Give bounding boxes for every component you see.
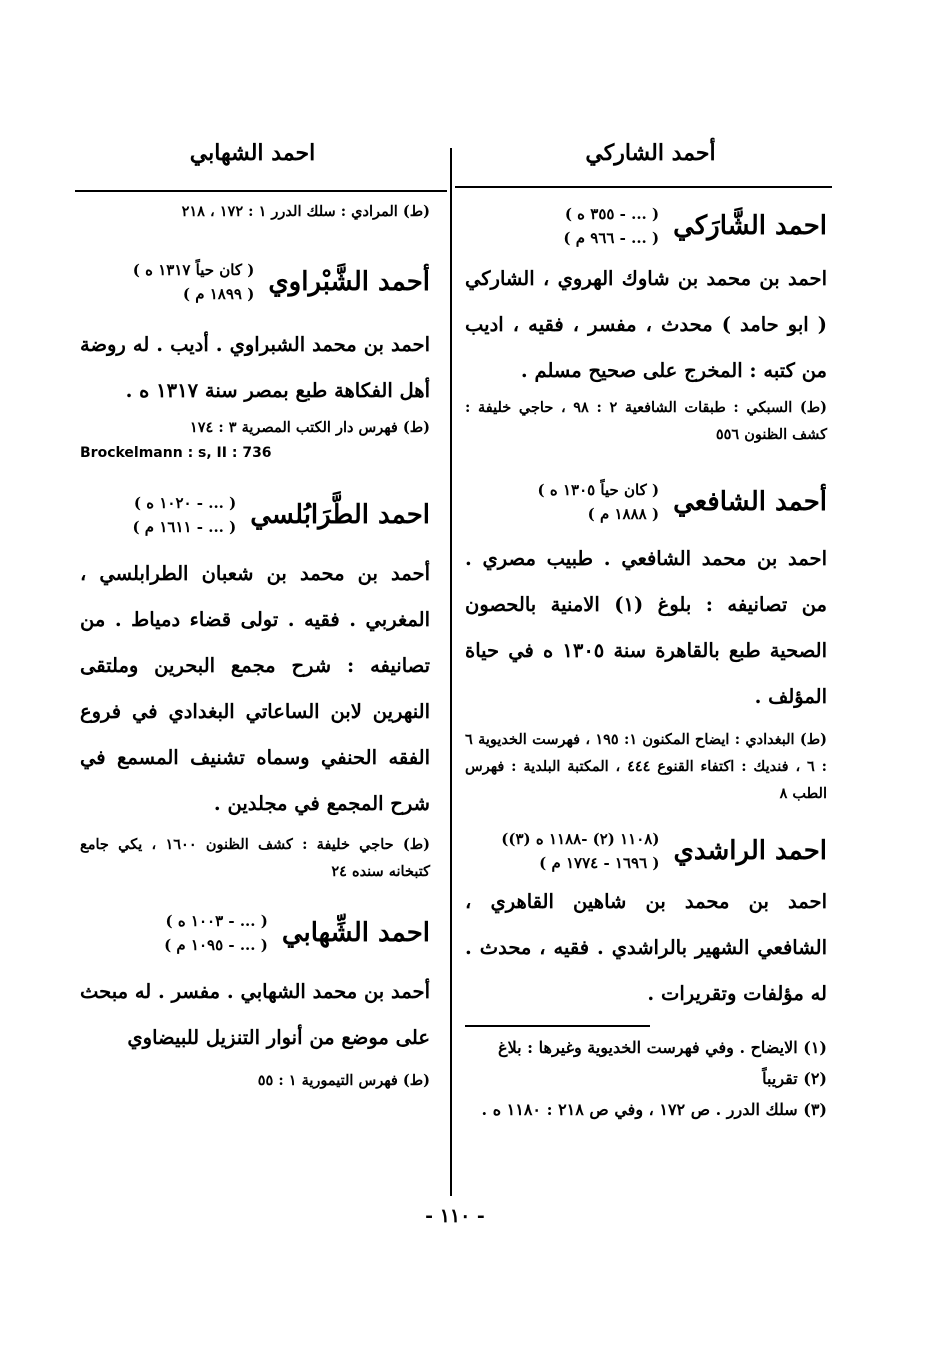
hijri-dates: (١١٠٨ (٢) -١١٨٨ ه (٣)) [501, 830, 660, 848]
entry-header [465, 823, 827, 879]
footnote: (١) الايضاح . وفي فهرست الخديوية وغيرها : بلاغ [498, 1038, 827, 1057]
entry-dates [133, 258, 255, 306]
entry-header [465, 196, 827, 256]
entry-dates [164, 909, 268, 957]
running-header-right: أحمد الشاركي [585, 140, 716, 166]
gregorian-dates: ( ... - ١٦١١ م ) [132, 518, 237, 536]
entry-sources: (ط) السبكي : طبقات الشافعية ٢ : ٩٨ ، حاجي خليفة : كشف الظنون ٥٥٦ [465, 399, 827, 443]
latin-reference: Brockelmann : s, II : 736 [80, 445, 272, 461]
footnote: (٣) سلك الدرر . ص ١٧٢ ، وفي ص ٢١٨ : ١١٨٠ ه . [481, 1100, 827, 1119]
entry-body: أحمد بن محمد بن شعبان الطرابلسي ، المغربي . فقيه . تولى قضاء دمياط . من تصانيفه : شرح مجمع البحرين وملتقى النهرين لابن الساعاتي البغدادي في فروع الفقه الحنفي وسماه تشنيف المسمع في شرح المجمع في مجلدين . [80, 562, 430, 815]
gregorian-dates: ( ١٨٩٩ م ) [182, 285, 255, 303]
entry-sources: (ط) البغدادي : ايضاح المكنون ١: ١٩٥ ، فهرست الخديوية ٦ : ٦ ، فنديك : اكتفاء القنوع ٤٤٤ ، المكتبة البلدية : فهرس الطب ٨ [465, 731, 827, 802]
gregorian-dates: ( ... - ٩٦٦ م ) [563, 229, 660, 247]
entry-name: احمد الراشدي [673, 836, 827, 866]
entry-body: احمد بن محمد الشافعي . طبيب مصري . من تصانيفه : بلوغ (١) الامنية بالحصون الصحية طبع بالقاهرة سنة ١٣٠٥ ه في حياة المؤلف . [465, 547, 828, 708]
entry-name: أحمد الشَّبْراوي [268, 267, 430, 297]
entry-header [465, 468, 827, 536]
gregorian-dates: ( ... - ١٠٩٥ م ) [164, 936, 268, 954]
entry-dates [132, 491, 236, 539]
entry-header [80, 901, 430, 965]
hijri-dates: ( كان حياً ١٣١٧ ه ) [132, 261, 255, 279]
entry-header [80, 250, 430, 314]
hijri-dates: ( ... - ١٠٠٣ ه ) [165, 912, 268, 930]
entry-body: أحمد بن محمد الشهابي . مفسر . له مبحث على موضع من أنوار التنزيل للبيضاوي [80, 980, 430, 1049]
right-column [465, 196, 827, 1017]
entry-name: احمد الشَّارَكي [673, 211, 827, 241]
entry-dates [563, 202, 659, 250]
entry-dates [501, 827, 659, 875]
header-rule-right [455, 186, 832, 188]
hijri-dates: ( كان حياً ١٣٠٥ ه ) [537, 481, 660, 499]
entry-name: احمد الشِّهابي [281, 918, 430, 948]
running-header-left: احمد الشهابي [189, 140, 316, 166]
continued-sources: (ط) المرادي : سلك الدرر ١ : ١٧٢ ، ٢١٨ [181, 203, 430, 220]
entry-sources: (ط) فهرس التيمورية ١ : ٥٥ [257, 1072, 430, 1089]
entry-header [80, 483, 430, 547]
header-rule-left [75, 190, 447, 192]
footnotes [465, 1032, 827, 1125]
column-divider [450, 148, 452, 1196]
entry-name: احمد الطَّرَابُلسي [250, 500, 430, 530]
entry-body: احمد بن محمد الشبراوي . أديب . له روضة أهل الفكاهة طبع بمصر سنة ١٣١٧ ه . [80, 333, 430, 402]
gregorian-dates: ( ١٨٨٨ م ) [587, 505, 660, 523]
page-number: - ١١٠ - [425, 1205, 485, 1227]
gregorian-dates: ( ١٦٩٦ - ١٧٧٤ م ) [539, 854, 660, 872]
entry-sources: (ط) فهرس دار الكتب المصرية ٣ : ١٧٤ [189, 419, 430, 436]
left-column [80, 196, 430, 1094]
entry-dates [538, 478, 660, 526]
footnote: (٢) تقريباً [762, 1069, 827, 1088]
hijri-dates: ( ... - ٣٥٥ ه ) [564, 205, 660, 223]
hijri-dates: ( ... - ١٠٢٠ ه ) [133, 494, 237, 512]
entry-sources: (ط) حاجي خليفة : كشف الظنون ١٦٠٠ ، يكي جامع كتبخانه سنده ٢٤ [80, 836, 431, 880]
entry-body: احمد بن محمد بن شاهين القاهري ، الشافعي الشهير بالراشدي . فقيه ، محدث . له مؤلفات وتقريرات . [465, 890, 827, 1005]
entry-body: احمد بن محمد بن شاوك الهروي ، الشاركي ( ابو حامد ) محدث ، مفسر ، فقيه ، اديب من كتبه : المخرج على صحيح مسلم . [465, 267, 827, 382]
entry-name: أحمد الشافعي [673, 487, 827, 517]
footnote-rule [465, 1025, 650, 1027]
